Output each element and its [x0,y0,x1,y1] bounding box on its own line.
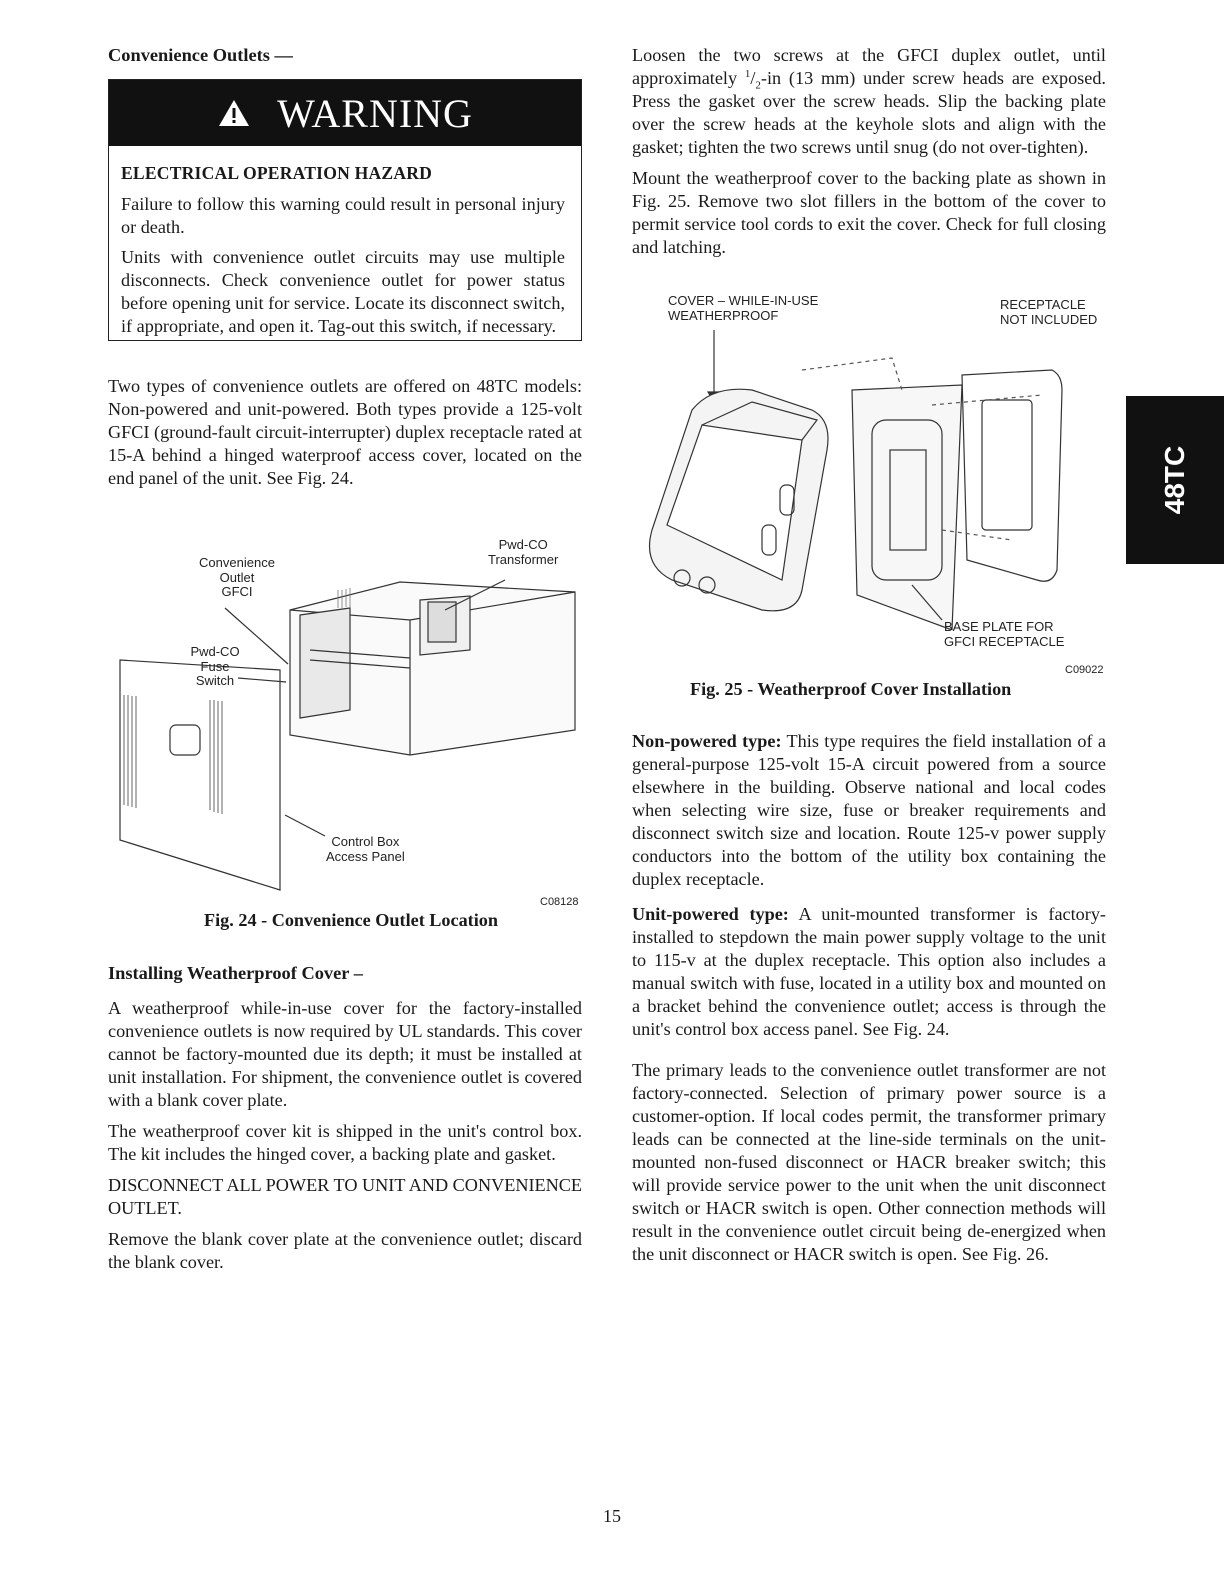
figure-25-caption: Fig. 25 - Weatherproof Cover Installation [690,679,1012,699]
warning-banner-text: WARNING [277,90,473,136]
left-column-lower [108,962,582,1282]
paragraph-remove-blank-cover: Remove the blank cover plate at the convenience outlet; discard the blank cover. [108,1229,582,1272]
section-heading-convenience-outlets: Convenience Outlets — [108,45,293,65]
paragraph-disconnect-power: DISCONNECT ALL POWER TO UNIT AND CONVENIENCE OUTLET. [108,1175,582,1218]
weatherproof-cover-drawing [632,330,1108,630]
paragraph-kit-contents: The weatherproof cover kit is shipped in the unit's control box. The kit includes the hinged cover, a backing plate and gasket. [108,1121,582,1164]
label-convenience-outlet: Convenience Outlet GFCI [199,555,275,599]
warning-box [108,79,582,341]
right-column-lower [632,730,1106,1274]
label-base-plate: BASE PLATE FOR GFCI RECEPTACLE [944,619,1065,649]
paragraph-unit-powered-type: Unit-powered type: A unit-mounted transformer is factory-installed to stepdown the main power supply voltage to the unit to 115-v at the duplex receptacle. This option also includes a manual switch with fuse, located in a utility box and mounted on a bracket behind the convenience outlet; access is through the unit's control box access panel. See Fig. 24. [632,904,1106,1039]
paragraph-weatherproof-required: A weatherproof while-in-use cover for the factory-installed convenience outlets is now required by UL standards. This cover cannot be factory-mounted due its depth; it must be installed at unit installation. For shipment, the convenience outlet is covered with a blank cover plate. [108,998,582,1110]
label-control-box-access-panel: Control Box Access Panel [326,834,405,864]
warning-paragraph-2: Units with convenience outlet circuits may use multiple disconnects. Check convenience outlet for power status before opening unit for service. Locate its disconnect switch, if appropriate, and open it. Tag-out this switch, if necessary. [121,247,565,336]
label-receptacle-not-included: RECEPTACLE NOT INCLUDED [1000,297,1098,327]
label-pwd-co-transformer: Pwd-CO Transformer [488,537,559,567]
warning-banner [109,80,581,146]
figure-24-code: C08128 [540,896,579,908]
side-tab [1126,396,1224,564]
left-column [108,44,582,498]
warning-paragraph-1: Failure to follow this warning could result in personal injury or death. [121,194,565,237]
figure-24-caption: Fig. 24 - Convenience Outlet Location [204,910,499,930]
paragraph-loosen-screws: Loosen the two screws at the GFCI duplex outlet, until approximately $^1/_2-in$ (13 mm) under screw heads are exposed. Press the gasket over the screw heads. Slip the backing plate over the screw heads at the keyhole slots and align with the gasket; tighten the two screws until snug (do not over-tighten). [632,45,1106,157]
label-pwd-co-fuse-switch: Pwd-CO Fuse Switch [190,644,240,688]
warning-triangle-icon [217,98,251,128]
side-tab-label: 48TC [1159,445,1190,515]
page-number: 15 [603,1506,621,1526]
figure-25-code: C09022 [1065,664,1104,676]
paragraph-non-powered-type: Non-powered type: This type requires the field installation of a general-purpose 125-volt 15-A circuit powered from a source elsewhere in the building. Observe national and local codes when selecting wire size, fuse or breaker requirements and disconnect switch size and location. Route 125-v power supply conductors into the bottom of the utility box containing the duplex receptacle. [632,731,1106,889]
paragraph-primary-leads: The primary leads to the convenience outlet transformer are not factory-connected. Selection of primary power source is a customer-option. If local codes permit, the transformer primary leads can be connected at the line-side terminals on the unit-mounted non-fused disconnect or HACR breaker switch; this will provide service power to the unit when the unit disconnect switch or HACR switch is open. Other connection methods will result in the convenience outlet circuit being de-energized when the unit disconnect or HACR switch is open. See Fig. 26. [632,1060,1106,1264]
intro-paragraph: Two types of convenience outlets are offered on 48TC models: Non-powered and unit-powered. Both types provide a 125-volt GFCI (ground-fault circuit-interrupter) duplex receptacle rated at 15-A behind a hinged waterproof access cover, located on the end panel of the unit. See Fig. 24. [108,376,582,488]
label-cover-while-in-use: COVER – WHILE-IN-USE WEATHERPROOF [668,293,819,323]
right-column [632,44,1106,267]
warning-title: ELECTRICAL OPERATION HAZARD [121,163,433,183]
section-heading-installing-cover: Installing Weatherproof Cover – [108,963,363,983]
paragraph-mount-cover: Mount the weatherproof cover to the backing plate as shown in Fig. 25. Remove two slot fillers in the bottom of the cover to permit service tool cords to exit the cover. Check for full closing and latching. [632,168,1106,257]
